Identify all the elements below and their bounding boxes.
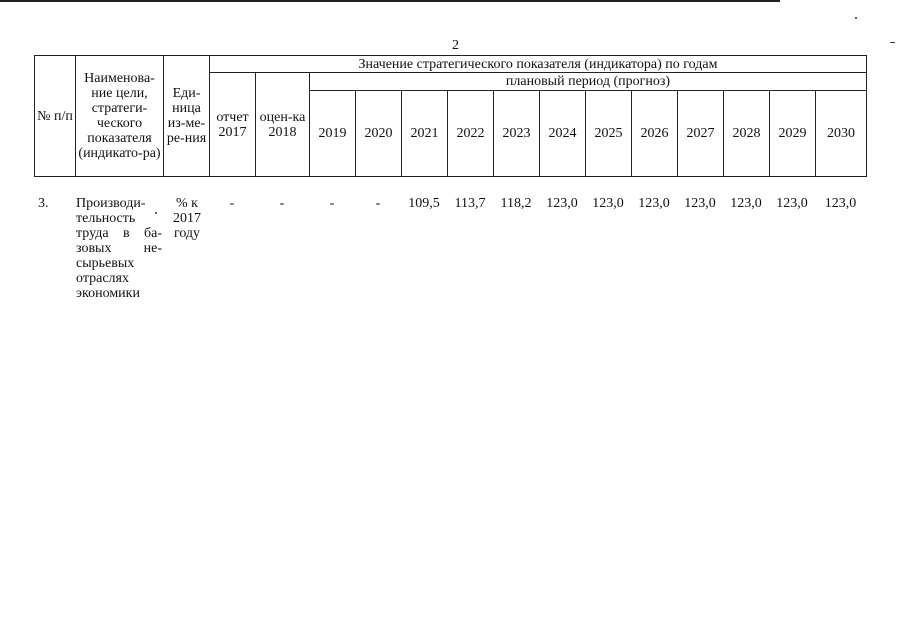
indicator-table-header bbox=[34, 55, 867, 177]
year-header: 2023 bbox=[494, 91, 540, 177]
col-estimate-header: оцен-ка 2018 bbox=[256, 73, 310, 177]
value-cell: 123,0 bbox=[776, 196, 808, 211]
unit-of-measure: % к 2017 году bbox=[173, 196, 201, 241]
indicator-name: Производи-тельность труда в ба-зовых не-сырьевых отраслях экономики bbox=[76, 196, 162, 301]
plan-period-header: плановый период (прогноз) bbox=[310, 73, 867, 91]
value-cell: 123,0 bbox=[730, 196, 762, 211]
year-header: 2024 bbox=[540, 91, 586, 177]
scan-speck bbox=[855, 17, 857, 19]
value-cell: 123,0 bbox=[546, 196, 578, 211]
col-report-header: отчет 2017 bbox=[210, 73, 256, 177]
year-header: 2030 bbox=[816, 91, 867, 177]
scan-speck bbox=[890, 42, 895, 43]
year-header: 2021 bbox=[402, 91, 448, 177]
value-cell: 118,2 bbox=[500, 196, 532, 211]
col-name-header: Наименова-ние цели, стратеги-ческого показателя (индикато-ра) bbox=[76, 56, 164, 177]
page-number: 2 bbox=[452, 38, 459, 53]
value-cell: - bbox=[279, 196, 285, 211]
value-cell: 109,5 bbox=[408, 196, 440, 211]
value-cell: - bbox=[375, 196, 381, 211]
year-header: 2020 bbox=[356, 91, 402, 177]
year-header: 2027 bbox=[678, 91, 724, 177]
value-cell: - bbox=[229, 196, 235, 211]
year-header: 2028 bbox=[724, 91, 770, 177]
col-number-header: № п/п bbox=[35, 56, 76, 177]
value-cell: 123,0 bbox=[638, 196, 670, 211]
year-header: 2019 bbox=[310, 91, 356, 177]
value-cell: 123,0 bbox=[592, 196, 624, 211]
value-cell: - bbox=[329, 196, 335, 211]
col-unit-header: Еди-ница из-ме-ре-ния bbox=[164, 56, 210, 177]
value-cell: 123,0 bbox=[824, 196, 857, 211]
values-group-header: Значение стратегического показателя (индикатора) по годам bbox=[210, 56, 867, 73]
year-header: 2029 bbox=[770, 91, 816, 177]
top-rule bbox=[0, 0, 780, 2]
row-number: 3. bbox=[38, 196, 49, 211]
value-cell: 123,0 bbox=[684, 196, 716, 211]
year-header: 2025 bbox=[586, 91, 632, 177]
scan-speck bbox=[155, 212, 157, 214]
year-header: 2022 bbox=[448, 91, 494, 177]
year-header: 2026 bbox=[632, 91, 678, 177]
value-cell: 113,7 bbox=[454, 196, 486, 211]
